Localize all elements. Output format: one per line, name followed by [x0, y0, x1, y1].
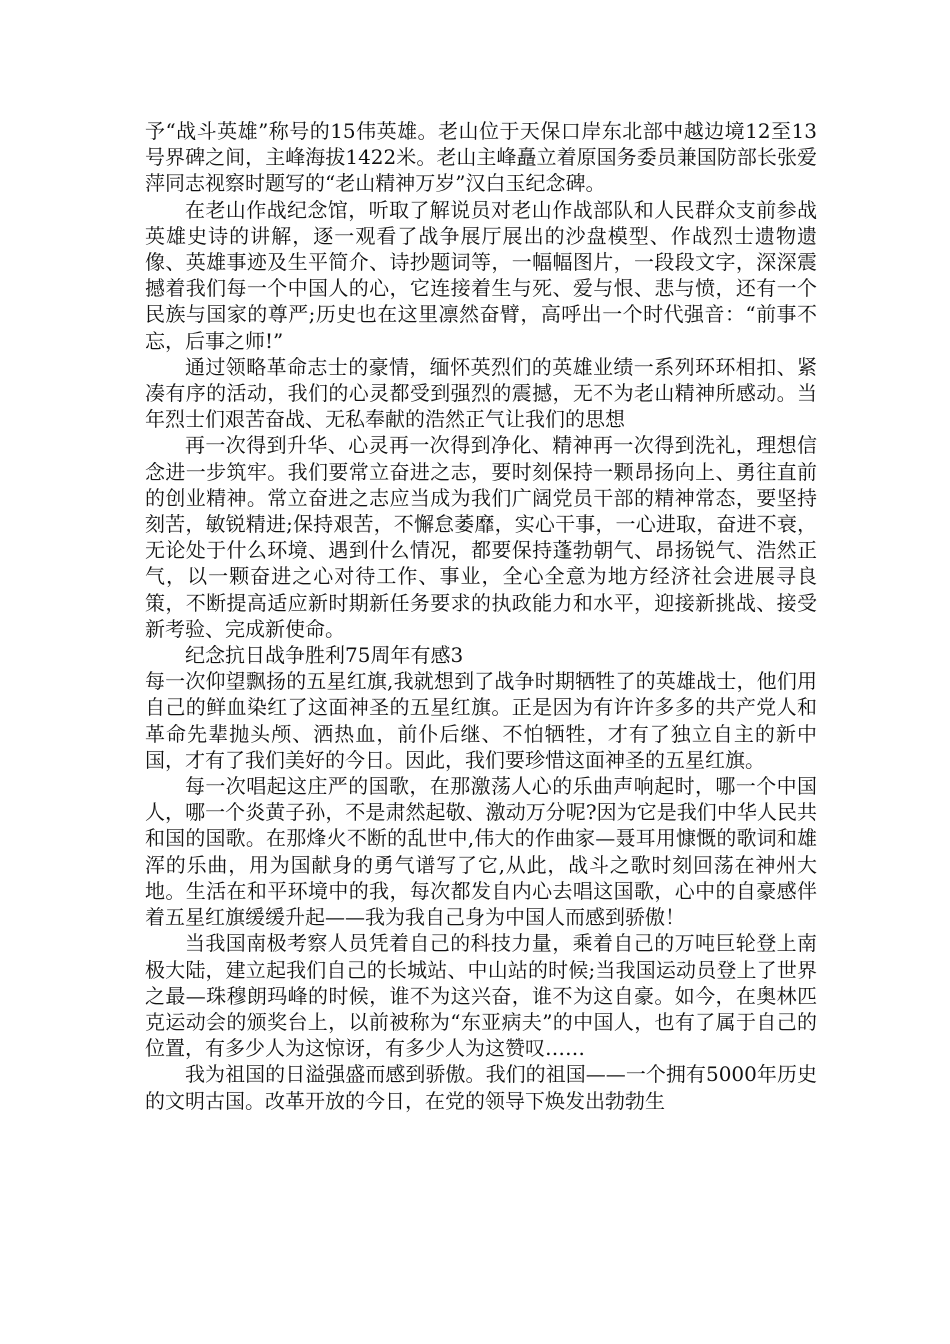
- section-heading: 纪念抗日战争胜利75周年有感3: [185, 643, 464, 668]
- paragraph-6: 每一次唱起这庄严的国歌，在那激荡人心的乐曲声响起时，哪一个中国人，哪一个炎黄子孙，不是肃然起敬、激动万分呢?因为它是我们中华人民共和国的国歌。在那烽火不断的乱世中,伟大的作曲家—聂耳用慷慨的歌词和雄浑的乐曲，用为国献身的勇气谱写了它,从此，战斗之歌时刻回荡在神州大地。生活在和平环境中的我，每次都发自内心去唱这国歌，心中的自豪感伴着五星红旗缓缓升起——我为我自己身为中国人而感到骄傲！: [145, 774, 817, 930]
- paragraph-1: 予“战斗英雄”称号的15伟英雄。老山位于天保口岸东北部中越边境12至13号界碑之间，主峰海拔1422米。老山主峰矗立着原国务委员兼国防部长张爱萍同志视察时题写的“老山精神万岁”汉白玉纪念碑。: [145, 119, 817, 196]
- paragraph-8: 我为祖国的日溢强盛而感到骄傲。我们的祖国——一个拥有5000年历史的文明古国。改革开放的今日，在党的领导下焕发出勃勃生: [145, 1062, 817, 1113]
- paragraph-7: 当我国南极考察人员凭着自己的科技力量，乘着自己的万吨巨轮登上南极大陆，建立起我们自己的长城站、中山站的时候;当我国运动员登上了世界之最—珠穆朗玛峰的时候，谁不为这兴奋，谁不为这自豪。如今，在奥林匹克运动会的颁奖台上，以前被称为“东亚病夫”的中国人，也有了属于自己的位置，有多少人为这惊讶，有多少人为这赞叹……: [145, 931, 817, 1061]
- paragraph-2: 在老山作战纪念馆，听取了解说员对老山作战部队和人民群众支前参战英雄史诗的讲解，逐一观看了战争展厅展出的沙盘模型、作战烈士遗物遗像、英雄事迹及生平简介、诗抄题词等，一幅幅图片，一段段文字，深深震撼着我们每一个中国人的心，它连接着生与死、爱与恨、悲与愤，还有一个民族与国家的尊严;历史也在这里凛然奋臂，高呼出一个时代强音：“前事不忘，后事之师!”: [145, 197, 817, 353]
- document-page: [145, 118, 817, 1114]
- paragraph-5: 每一次仰望飘扬的五星红旗,我就想到了战争时期牺牲了的英雄战士，他们用自己的鲜血染红了这面神圣的五星红旗。正是因为有许许多多的共产党人和革命先辈抛头颅、洒热血，前仆后继、不怕牺牲，才有了独立自主的新中国，才有了我们美好的今日。因此，我们要珍惜这面神圣的五星红旗。: [145, 669, 817, 772]
- paragraph-4: 再一次得到升华、心灵再一次得到净化、精神再一次得到洗礼，理想信念进一步筑牢。我们要常立奋进之志，要时刻保持一颗昂扬向上、勇往直前的创业精神。常立奋进之志应当成为我们广阔党员干部的精神常态，要坚持刻苦，敏锐精进;保持艰苦，不懈怠萎靡，实心干事，一心进取，奋进不衰，无论处于什么环境、遇到什么情况，都要保持蓬勃朝气、昂扬锐气、浩然正气，以一颗奋进之心对待工作、事业，全心全意为地方经济社会进展寻良策，不断提高适应新时期新任务要求的执政能力和水平，迎接新挑战、接受新考验、完成新使命。: [145, 433, 817, 641]
- paragraph-3: 通过领略革命志士的豪情，缅怀英烈们的英雄业绩一系列环环相扣、紧凑有序的活动，我们的心灵都受到强烈的震撼，无不为老山精神所感动。当年烈士们艰苦奋战、无私奉献的浩然正气让我们的思想: [145, 354, 817, 432]
